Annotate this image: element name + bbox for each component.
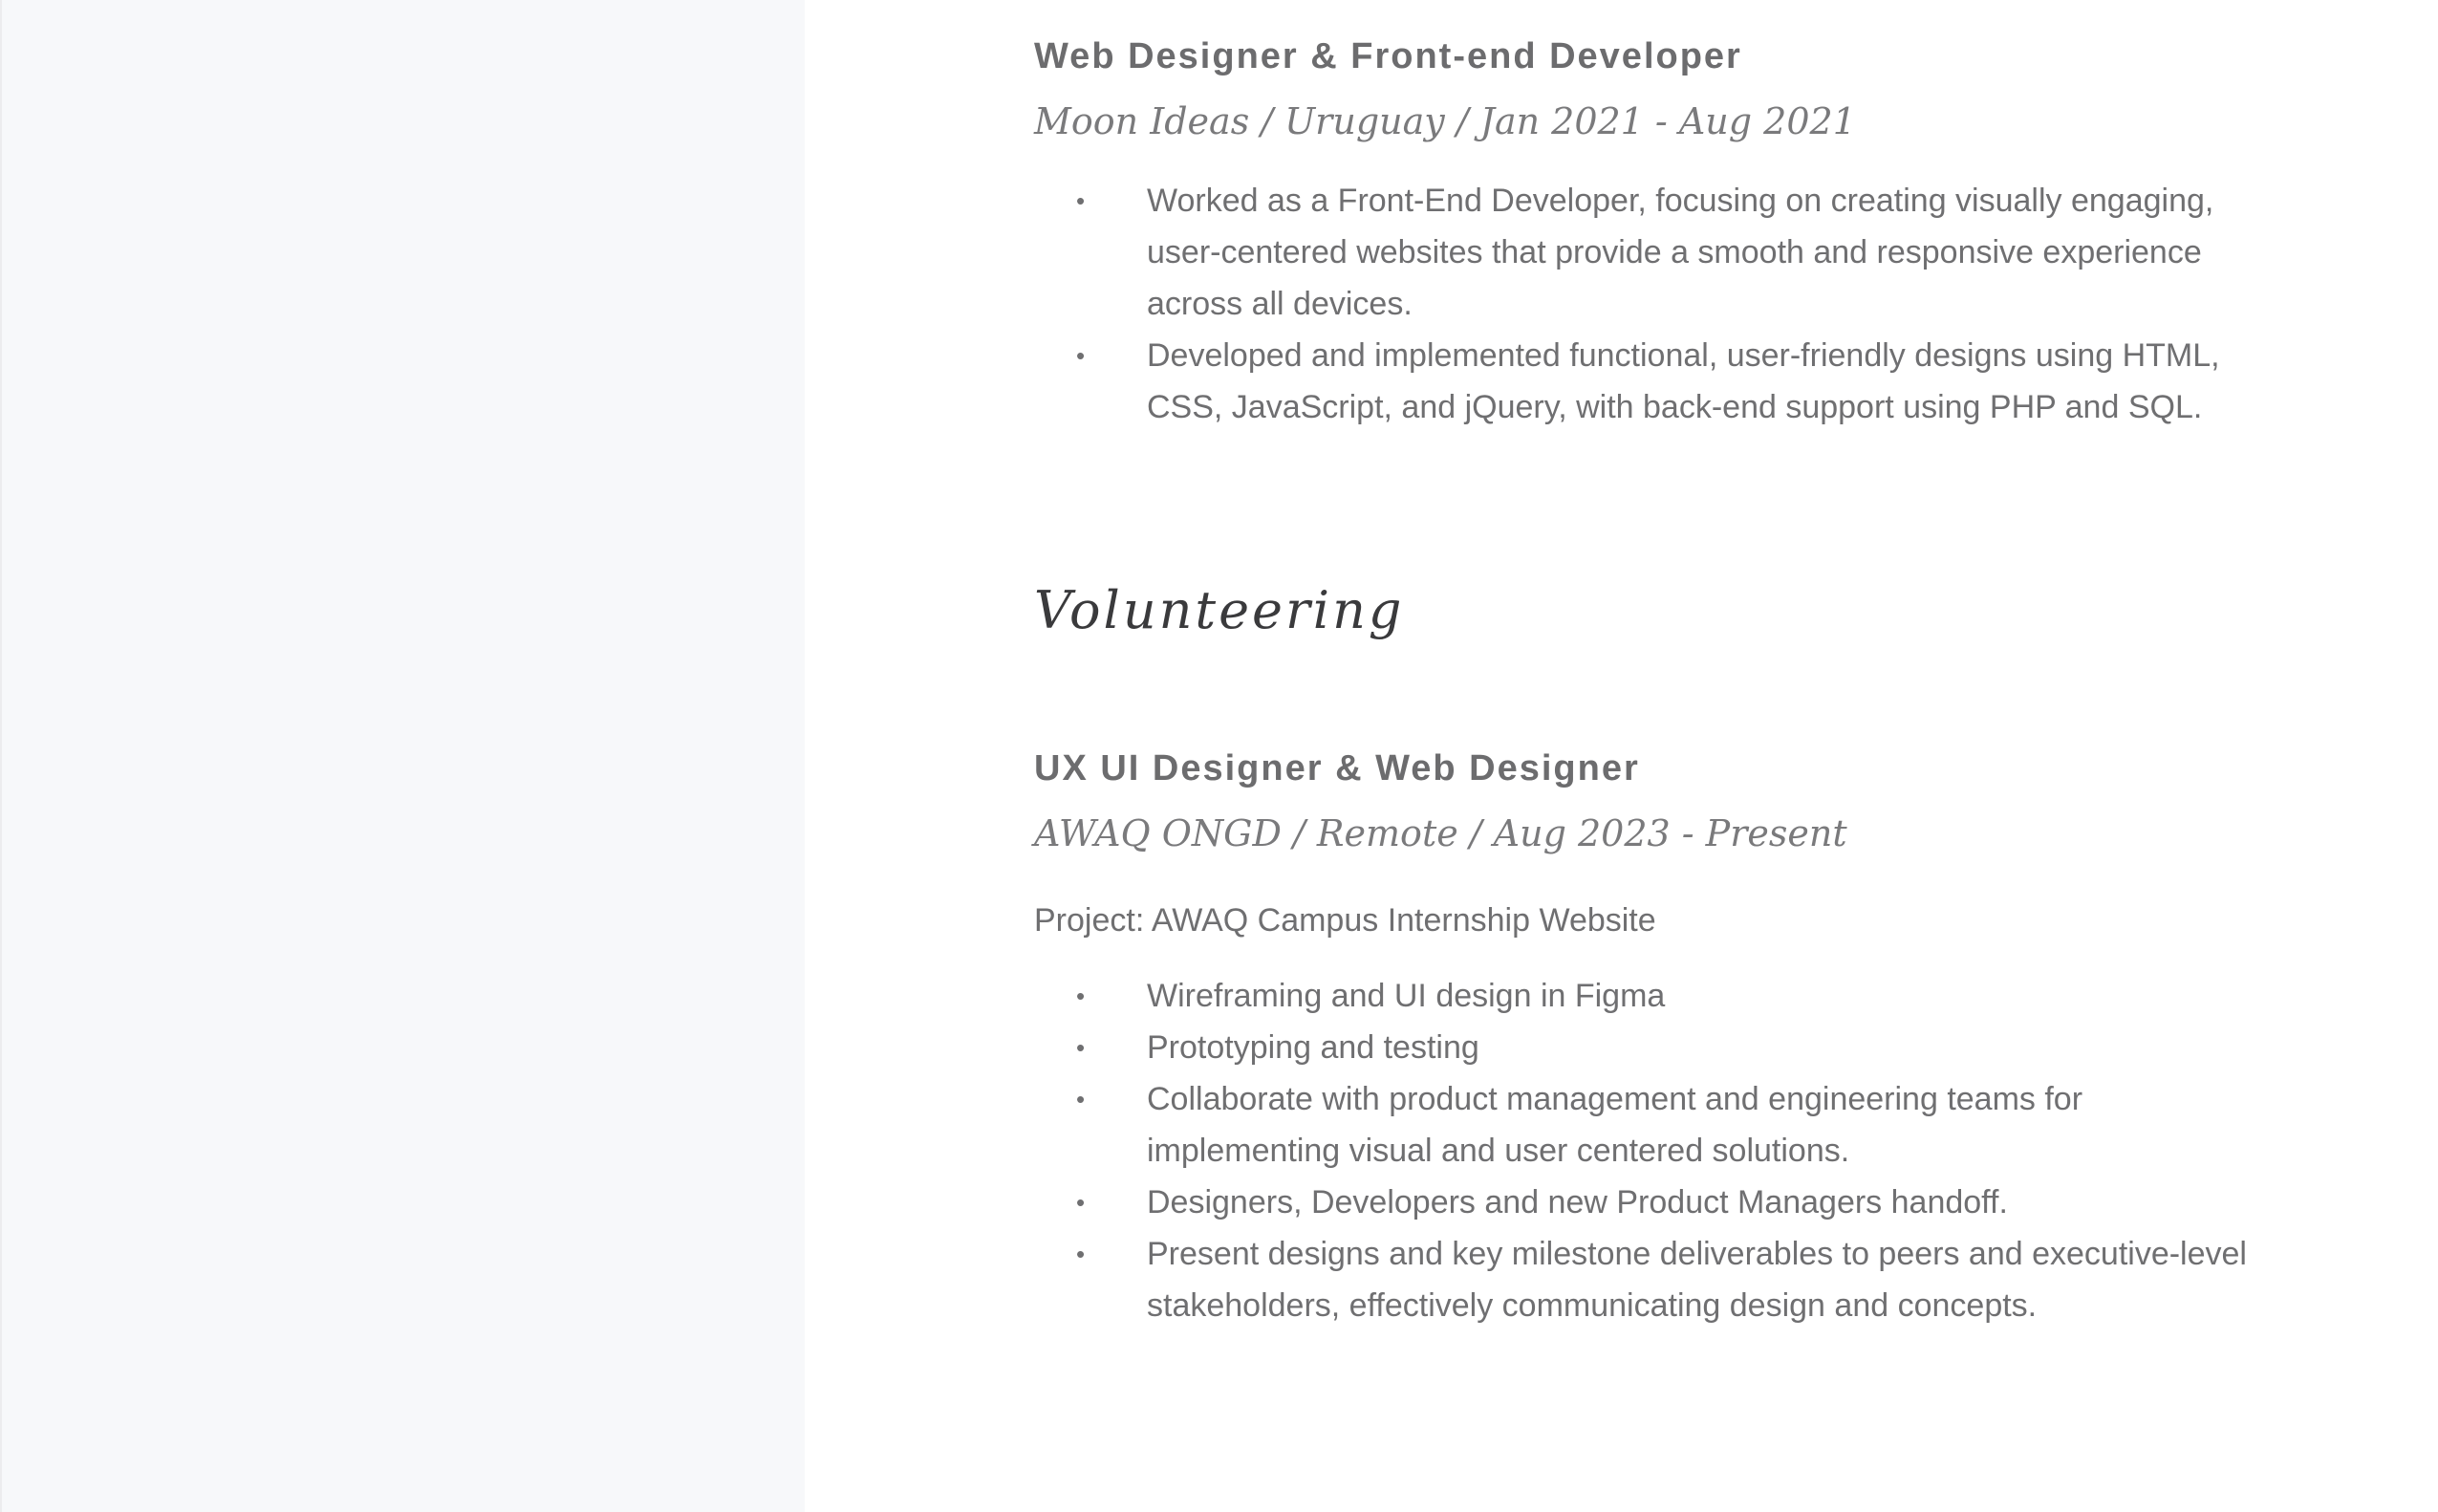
- list-item-text: Designers, Developers and new Product Managers handoff.: [1147, 1184, 2008, 1220]
- resume-main-column: [1034, 0, 2276, 1512]
- project-line: Project: AWAQ Campus Internship Website: [1034, 902, 1656, 939]
- bullet-icon: •: [1076, 341, 1086, 370]
- bullet-icon: •: [1076, 982, 1086, 1010]
- job-meta: AWAQ ONGD / Remote / Aug 2023 - Present: [1034, 812, 1847, 854]
- list-item-text: Present designs and key milestone deliverables to peers and executive-level stakeholders, effectively communicating design and concepts.: [1147, 1236, 2247, 1324]
- list-item: [1034, 1073, 2248, 1177]
- list-item: [1034, 330, 2248, 433]
- list-item-text: Worked as a Front-End Developer, focusing on creating visually engaging, user-centered websites that provide a smooth and responsive experience across all devices.: [1147, 183, 2214, 322]
- job-meta: Moon Ideas / Uruguay / Jan 2021 - Aug 2021: [1034, 100, 1856, 142]
- list-item-text: Collaborate with product management and engineering teams for implementing visual and user centered solutions.: [1147, 1081, 2083, 1169]
- list-item: [1034, 1177, 2248, 1228]
- list-item: [1034, 970, 2248, 1022]
- sidebar-panel: [0, 0, 805, 1512]
- bullet-icon: •: [1076, 1188, 1086, 1217]
- list-item-text: Wireframing and UI design in Figma: [1147, 978, 1666, 1014]
- bullet-icon: •: [1076, 186, 1086, 215]
- list-item-text: Developed and implemented functional, user-friendly designs using HTML, CSS, JavaScript, and jQuery, with back-end support using PHP and SQL.: [1147, 337, 2220, 425]
- bullet-icon: •: [1076, 1085, 1086, 1113]
- job-bullet-list: [1034, 970, 2248, 1331]
- list-item: [1034, 1022, 2248, 1073]
- job-title: Web Designer & Front-end Developer: [1034, 36, 1742, 76]
- bullet-icon: •: [1076, 1033, 1086, 1062]
- job-title: UX UI Designer & Web Designer: [1034, 748, 1640, 788]
- list-item: [1034, 175, 2248, 330]
- job-bullet-list: [1034, 175, 2248, 433]
- list-item: [1034, 1228, 2248, 1331]
- bullet-icon: •: [1076, 1240, 1086, 1268]
- list-item-text: Prototyping and testing: [1147, 1029, 1479, 1066]
- section-heading-volunteering: Volunteering: [1034, 580, 1405, 640]
